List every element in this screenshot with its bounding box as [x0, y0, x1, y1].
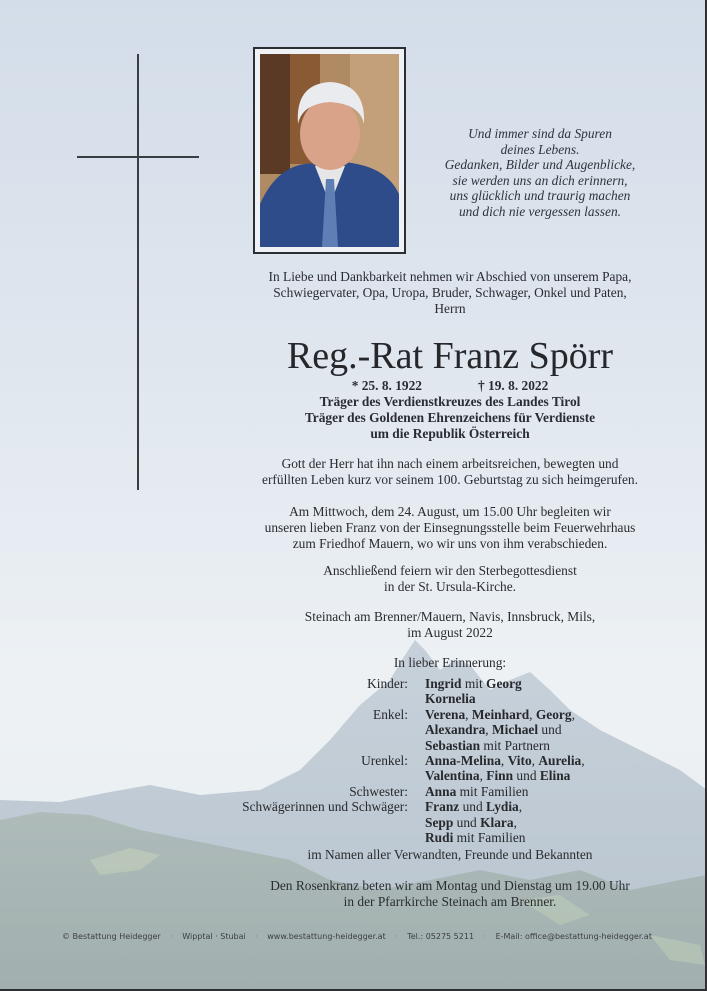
family-relation-label [240, 815, 425, 830]
family-relation-label: Enkel: [373, 706, 408, 722]
funeral-home-footer [62, 932, 652, 941]
intro-line: Herrn [434, 301, 466, 317]
family-relation-label: Schwester: [349, 783, 408, 799]
memory-heading: In lieber Erinnerung: [393, 655, 507, 670]
footer-separator: · [395, 932, 398, 941]
family-member-name: Klara [480, 814, 514, 830]
family-member-name: Rudi [425, 830, 454, 846]
family-member-name: Finn [486, 768, 514, 784]
paragraph-line: erfüllten Leben kurz vor seinem 100. Geburtstag zu sich heimgerufen. [262, 472, 638, 488]
paragraph-line: Gott der Herr hat ihn nach einem arbeitsreichen, bewegten und [281, 456, 619, 471]
family-member-name: Kornelia [425, 691, 476, 707]
family-member-name: Elina [539, 768, 571, 784]
family-row [240, 830, 660, 845]
death-date: † 19. 8. 2022 [478, 378, 549, 393]
paragraph-line: zum Friedhof Mauern, wo wir uns von ihm verabschieden. [292, 536, 608, 552]
footer-copyright: © Bestattung Heidegger [62, 932, 161, 941]
cross-icon-bar [77, 156, 199, 158]
family-connector: und [538, 722, 562, 738]
family-row [240, 707, 660, 722]
family-connector: und [459, 799, 486, 815]
family-row [240, 676, 660, 691]
family-relation-label [240, 722, 425, 737]
family-member-name: Anna [425, 783, 457, 799]
life-dates [240, 378, 660, 394]
quote-line: deines Lebens. [500, 141, 580, 157]
family-row [240, 691, 660, 706]
quote-line: uns glücklich und traurig machen [449, 188, 631, 204]
family-member-name: Sebastian [425, 737, 481, 753]
family-member-name: Sepp [425, 814, 454, 830]
family-relation-label: Urenkel: [361, 753, 408, 769]
footer-website-link[interactable]: www.bestattung-heidegger.at [267, 932, 386, 941]
family-relation-label [240, 738, 425, 753]
family-connector: , [500, 753, 508, 769]
family-row [240, 722, 660, 737]
family-connector: , [513, 814, 517, 830]
family-names [425, 753, 660, 768]
family-names [425, 815, 660, 830]
family-footer: im Namen aller Verwandten, Freunde und Bekannten [307, 847, 593, 862]
memorial-quote [420, 126, 660, 220]
birth-date: * 25. 8. 1922 [351, 378, 422, 393]
family-connector: mit Familien [456, 783, 529, 799]
quote-line: und dich nie vergessen lassen. [458, 203, 621, 219]
mass-paragraph [240, 563, 660, 595]
family-member-name: Valentina [425, 768, 480, 784]
portrait-frame [253, 47, 406, 254]
family-row [240, 768, 660, 783]
family-names [425, 676, 660, 691]
paragraph-line: in der Pfarrkirche Steinach am Brenner. [343, 894, 557, 910]
family-connector: mit Familien [453, 830, 526, 846]
family-connector: , [529, 706, 536, 722]
family-member-name: Vito [507, 753, 532, 769]
honors [240, 394, 660, 441]
family-row [240, 753, 660, 768]
paragraph-line: Am Mittwoch, dem 24. August, um 15.00 Uhr begleiten wir [289, 504, 611, 519]
family-names [425, 722, 660, 737]
rosary-paragraph [240, 878, 660, 910]
family-connector: , [518, 799, 523, 815]
footer-separator: · [170, 932, 173, 941]
footer-separator: · [255, 932, 258, 941]
family-connector: und [453, 814, 481, 830]
honor-line: Träger des Goldenen Ehrenzeichens für Verdienste [304, 409, 596, 425]
family-member-name: Georg [535, 706, 572, 722]
family-member-name: Michael [491, 722, 539, 738]
paragraph-line: Den Rosenkranz beten wir am Montag und Dienstag um 19.00 Uhr [270, 878, 630, 893]
family-member-name: Franz [425, 799, 460, 815]
family-member-name: Meinhard [471, 706, 530, 722]
intro-line: Schwiegervater, Opa, Uropa, Bruder, Schwager, Onkel und Paten, [273, 285, 627, 301]
family-connector: , [485, 722, 492, 738]
family-row [240, 815, 660, 830]
family-connector: , [479, 768, 487, 784]
intro-line: In Liebe und Dankbarkeit nehmen wir Abschied von unserem Papa, [268, 269, 632, 284]
family-relation-label [240, 830, 425, 845]
family-connector: , [581, 753, 585, 769]
family-connector: mit Partnern [480, 737, 550, 753]
family-member-name: Aurelia [538, 753, 582, 769]
portrait-photo [260, 54, 399, 247]
intro-text [240, 269, 660, 318]
family-names [425, 784, 660, 799]
family-names [425, 707, 660, 722]
family-list [240, 676, 660, 845]
footer-email-link[interactable]: E-Mail: office@bestattung-heidegger.at [495, 932, 652, 941]
family-member-name: Ingrid [425, 676, 462, 691]
family-member-name: Verena [425, 706, 466, 722]
family-row [240, 799, 660, 814]
family-row [240, 738, 660, 753]
honor-line: Träger des Verdienstkreuzes des Landes Tirol [319, 394, 581, 409]
family-names [425, 691, 660, 706]
family-relation-label [240, 691, 425, 706]
paragraph-line: Anschließend feiern wir den Sterbegottesdienst [323, 563, 577, 578]
quote-line: Und immer sind da Spuren [468, 126, 612, 141]
paragraph-line: in der St. Ursula-Kirche. [383, 579, 516, 595]
quote-line: Gedanken, Bilder und Augenblicke, [444, 157, 636, 173]
family-member-name: Lydia [486, 799, 519, 815]
family-relation-label: Schwägerinnen und Schwäger: [242, 799, 408, 815]
family-relation-label [240, 768, 425, 783]
quote-line: sie werden uns an dich erinnern, [452, 172, 628, 188]
family-connector: , [531, 753, 539, 769]
family-connector: mit [461, 676, 487, 691]
honor-line: um die Republik Österreich [370, 425, 530, 441]
family-names [425, 768, 660, 783]
paragraph-line: im August 2022 [407, 625, 493, 641]
family-connector: und [513, 768, 540, 784]
paragraph-line: unseren lieben Franz von der Einsegnungsstelle beim Feuerwehrhaus [264, 520, 636, 536]
family-member-name: Georg [486, 676, 522, 691]
deceased-name: Reg.-Rat Franz Spörr [286, 335, 614, 377]
cross-icon [137, 54, 139, 490]
family-relation-label: Kinder: [367, 676, 408, 691]
family-member-name: Alexandra [425, 722, 486, 738]
family-member-name: Anna-Melina [425, 753, 501, 769]
funeral-paragraph [240, 504, 660, 553]
family-connector: , [571, 706, 575, 722]
family-names [425, 830, 660, 845]
footer-separator: · [483, 932, 487, 941]
family-row [240, 784, 660, 799]
place-paragraph [240, 609, 660, 641]
family-names [425, 738, 660, 753]
family-connector: , [465, 706, 472, 722]
family-names [425, 799, 660, 814]
footer-region: Wipptal · Stubai [182, 932, 246, 941]
paragraph-line: Steinach am Brenner/Mauern, Navis, Innsbruck, Mils, [304, 609, 596, 624]
death-paragraph [240, 456, 660, 488]
footer-phone[interactable]: Tel.: 05275 5211 [407, 932, 475, 941]
